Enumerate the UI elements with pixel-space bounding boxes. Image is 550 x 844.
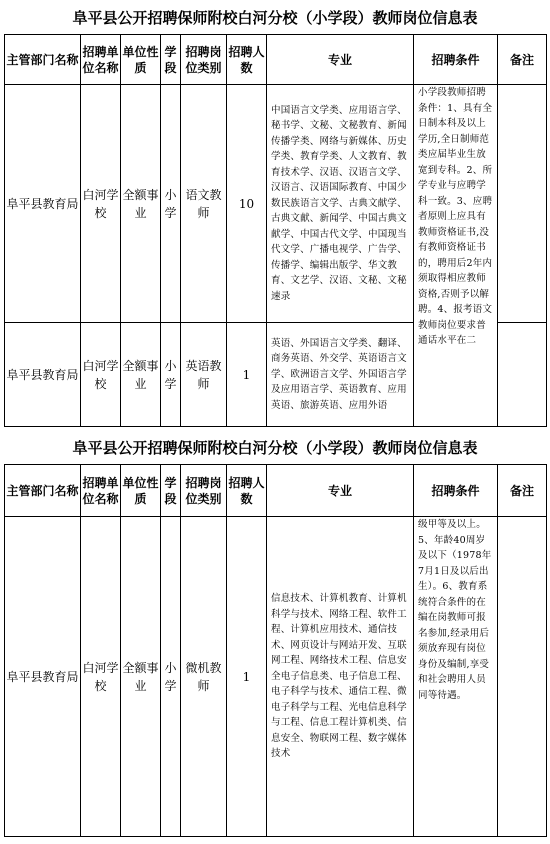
cell-level: 小学 [161, 517, 181, 837]
header-note: 备注 [498, 465, 547, 517]
table2-title: 阜平县公开招聘保师附校白河分校（小学段）教师岗位信息表 [72, 439, 478, 457]
header-level: 学段 [161, 465, 181, 517]
cell-dept: 阜平县教育局 [5, 517, 81, 837]
cell-note [498, 323, 547, 427]
cell-nature: 全额事业 [121, 85, 161, 323]
header-dept: 主管部门名称 [5, 465, 81, 517]
cell-conditions: 级甲等及以上。5、年龄40周岁及以下（1978年7月1日及以后出生）。6、教育系统符合条件的在编在岗教师可报名参加,经录用后须放弃现有岗位身份及编制,享受和社会聘用人员同等待遇。 [414, 517, 498, 837]
cell-note [498, 517, 547, 837]
cell-post: 英语教师 [181, 323, 227, 427]
table1-title: 阜平县公开招聘保师附校白河分校（小学段）教师岗位信息表 [72, 9, 478, 27]
header-note: 备注 [498, 35, 547, 85]
cell-major: 中国语言文学类、应用语言学、秘书学、文秘、文秘教育、新闻传播学类、网络与新媒体、历史学类、教育学类、人文教育、教育技术学、汉语、汉语言文学、汉语言、汉语国际教育、中国少数民族语言文学、古典文献学、古典文献、新闻学、中国古典文献学、中国古代文学、中国现当代文学、广播电视学、广告学、 传播学、编辑出版学、华文教育、文艺学、汉语、文秘、文秘速录 [267, 85, 414, 323]
cell-count: 1 [227, 517, 267, 837]
cell-level: 小学 [161, 323, 181, 427]
header-unit: 招聘单位名称 [81, 465, 121, 517]
header-unit: 招聘单位名称 [81, 35, 121, 85]
cell-nature: 全额事业 [121, 517, 161, 837]
header-major: 专业 [267, 35, 414, 85]
cell-conditions: 小学段教师招聘条件：1、具有全日制本科及以上学历,全日制师范类应届毕业生放宽到专科。2、所学专业与应聘学科一致。3、应聘者原则上应具有教师资格证书,没有教师资格证书的，聘用后2年内须取得相应教师资格,否则予以解聘。4、报考语文教师岗位要求普通话水平在二 [414, 85, 498, 427]
table-row [5, 85, 547, 323]
header-cond: 招聘条件 [414, 35, 498, 85]
header-post: 招聘岗位类别 [181, 35, 227, 85]
header-major: 专业 [267, 465, 414, 517]
table1-header-row [5, 35, 547, 85]
header-count: 招聘人数 [227, 35, 267, 85]
table1 [4, 34, 547, 427]
cell-note [498, 85, 547, 323]
cell-major: 信息技术、计算机教育、计算机科学与技术、网络工程、软件工程、计算机应用技术、通信技术、网页设计与网站开发、互联网工程、网络技术工程、信息安全电子信息类、电子信息工程、电子科学与技术、通信工程、微电子科学与工程、光电信息科学与工程、信息工程计算机类、信息安全、物联网工程、数字媒体技术 [267, 517, 414, 837]
cell-nature: 全额事业 [121, 323, 161, 427]
table2-header-row [5, 465, 547, 517]
cell-dept: 阜平县教育局 [5, 85, 81, 323]
header-nature: 单位性质 [121, 465, 161, 517]
cell-count: 1 [227, 323, 267, 427]
cell-post: 语文教师 [181, 85, 227, 323]
table-row [5, 517, 547, 837]
header-nature: 单位性质 [121, 35, 161, 85]
header-post: 招聘岗位类别 [181, 465, 227, 517]
header-cond: 招聘条件 [414, 465, 498, 517]
cell-post: 微机教师 [181, 517, 227, 837]
header-level: 学段 [161, 35, 181, 85]
cell-dept: 阜平县教育局 [5, 323, 81, 427]
table2 [4, 464, 547, 837]
header-count: 招聘人数 [227, 465, 267, 517]
cell-unit: 白河学校 [81, 85, 121, 323]
cell-major: 英语、外国语言文学类、翻译、商务英语、外交学、英语语言文学、欧洲语言文学、外国语言学及应用语言学、英语教育、应用英语、旅游英语、应用外语 [267, 323, 414, 427]
header-dept: 主管部门名称 [5, 35, 81, 85]
cell-unit: 白河学校 [81, 517, 121, 837]
cell-count: 10 [227, 85, 267, 323]
cell-level: 小学 [161, 85, 181, 323]
cell-unit: 白河学校 [81, 323, 121, 427]
